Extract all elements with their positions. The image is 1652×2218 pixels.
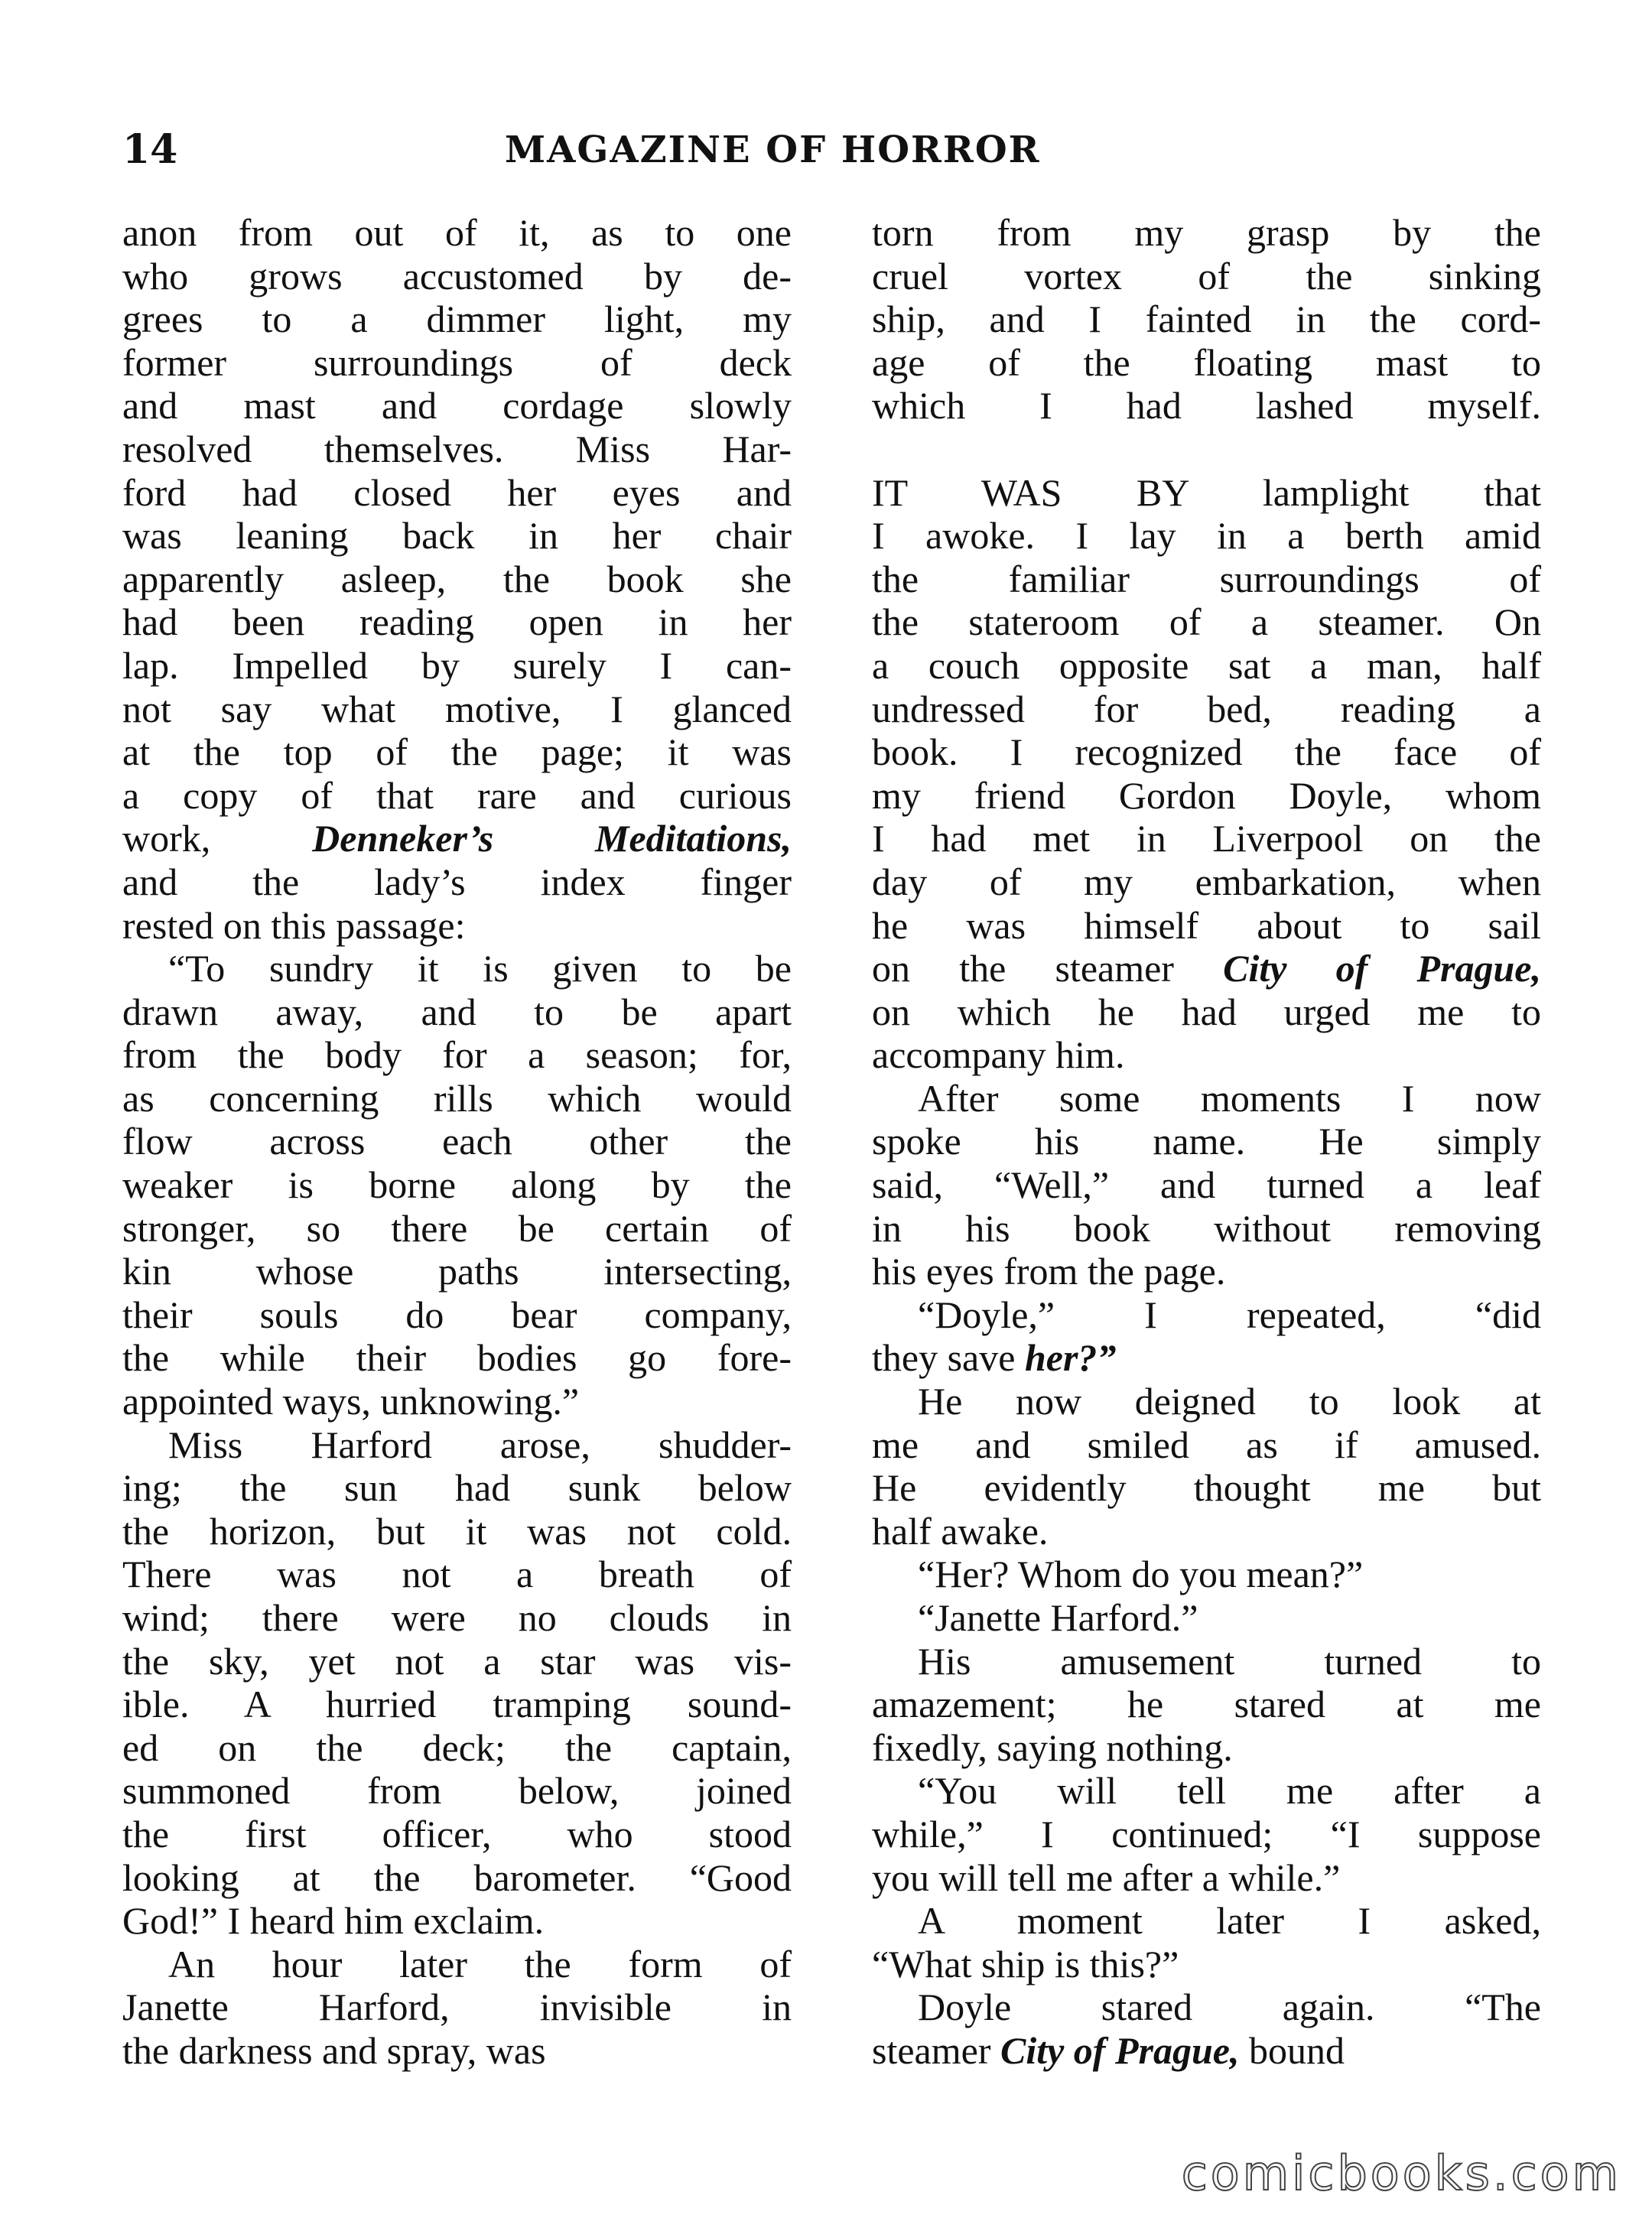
text-line: grees to a dimmer light, my [122,298,792,341]
text-line: His amusement turned to [918,1639,1541,1683]
text-line: After some moments I now [918,1076,1541,1120]
text-line: fixedly, saying nothing. [872,1725,1233,1769]
text-line: not say what motive, I glanced [122,687,792,730]
text-line: torn from my grasp by the [872,211,1541,254]
text-line: An hour later the form of [168,1942,792,1985]
text-line: ing; the sun had sunk below [122,1466,792,1510]
text-line: the familiar surroundings of [872,557,1541,600]
text-line: There was not a breath of [122,1553,792,1596]
paragraph [872,1769,1541,1899]
text-line: I had met in Liverpool on the [872,817,1541,860]
text-line: amazement; he stared at me [872,1683,1541,1726]
text-line: at the top of the page; it was [122,730,792,774]
text-line: the horizon, but it was not cold. [122,1509,792,1553]
text-line: ed on the deck; the captain, [122,1725,792,1769]
text-line: God!” I heard him exclaim. [122,1899,545,1943]
text-line: “Janette Harford.” [918,1596,1198,1639]
paragraph [122,211,792,947]
text-line: you will tell me after a while.” [872,1855,1341,1899]
text-line: the first officer, who stood [122,1812,792,1855]
text-line: lap. Impelled by surely I can- [122,643,792,687]
paragraph [872,1596,1541,1640]
text-line: anon from out of it, as to one [122,211,792,254]
paragraph [122,1943,792,2073]
text-line: ford had closed her eyes and [122,470,792,514]
text-line: said, “Well,” and turned a leaf [872,1163,1541,1207]
paragraph [872,1640,1541,1770]
text-line: the stateroom of a steamer. On [872,600,1541,644]
text-line: the sky, yet not a star was vis- [122,1639,792,1683]
text-line: on which he had urged me to [872,990,1541,1033]
text-line: looking at the barometer. “Good [122,1855,792,1899]
text-line: who grows accustomed by de- [122,254,792,298]
text-line: “To sundry it is given to be [168,947,792,990]
running-head-title: MAGAZINE OF HORROR [505,128,1041,171]
text-line: a copy of that rare and curious [122,773,792,817]
text-line: “Doyle,” I repeated, “did [918,1293,1541,1336]
text-line: weaker is borne along by the [122,1163,792,1207]
text-line: cruel vortex of the sinking [872,254,1541,298]
text-line: appointed ways, unknowing.” [122,1380,580,1423]
text-line: and the lady’s index finger [122,860,792,903]
paragraph [872,1293,1541,1380]
text-line: and mast and cordage slowly [122,384,792,428]
text-line: I awoke. I lay in a berth amid [872,514,1541,558]
text-line: his eyes from the page. [872,1250,1226,1293]
text-line: Doyle stared again. “The [918,1985,1541,2029]
paragraph [872,1553,1541,1596]
text-line: “What ship is this?” [872,1942,1179,1985]
text-line: Miss Harford arose, shudder- [168,1423,792,1466]
text-line: apparently asleep, the book she [122,557,792,600]
text-line: their souls do bear company, [122,1293,792,1336]
text-line: accompany him. [872,1033,1125,1077]
paragraph [872,211,1541,428]
text-line: day of my embarkation, when [872,860,1541,903]
text-line: which I had lashed myself. [872,384,1541,428]
left-column [122,211,792,2073]
watermark-logo: comicbooks.com [1181,2145,1621,2201]
text-line: work, Denneker’s Meditations, [122,817,792,860]
text-line: book. I recognized the face of [872,730,1541,774]
text-line: while,” I continued; “I suppose [872,1812,1541,1855]
text-line: kin whose paths intersecting, [122,1250,792,1293]
text-line: Janette Harford, invisible in [122,1985,792,2029]
text-line: was leaning back in her chair [122,514,792,558]
text-line: A moment later I asked, [918,1899,1541,1943]
text-line: resolved themselves. Miss Har- [122,427,792,470]
text-line: they save her?” [872,1336,1117,1380]
text-line: me and smiled as if amused. [872,1423,1541,1466]
text-line: drawn away, and to be apart [122,990,792,1033]
text-line: rested on this passage: [122,903,466,947]
text-line: He evidently thought me but [872,1466,1541,1510]
paragraph [872,1380,1541,1553]
paragraph [872,1077,1541,1293]
text-line: steamer City of Prague, bound [872,2028,1345,2072]
section-break [872,428,1541,471]
paragraph [872,471,1541,1077]
page-number: 14 [122,126,178,173]
text-line: undressed for bed, reading a [872,687,1541,730]
text-line: he was himself about to sail [872,903,1541,947]
text-line: a couch opposite sat a man, half [872,643,1541,687]
paragraph [872,1899,1541,1985]
text-line: on the steamer City of Prague, [872,947,1541,990]
text-line: “You will tell me after a [918,1769,1541,1813]
text-line: half awake. [872,1509,1049,1553]
paragraph [122,947,792,1423]
text-line: flow across each other the [122,1120,792,1163]
text-line: from the body for a season; for, [122,1033,792,1077]
text-line: age of the floating mast to [872,340,1541,384]
text-line: stronger, so there be certain of [122,1206,792,1250]
text-line: ible. A hurried tramping sound- [122,1683,792,1726]
text-line: summoned from below, joined [122,1769,792,1813]
text-line: my friend Gordon Doyle, whom [872,773,1541,817]
text-line: spoke his name. He simply [872,1120,1541,1163]
paragraph [872,1985,1541,2072]
text-line: former surroundings of deck [122,340,792,384]
text-line: the while their bodies go fore- [122,1336,792,1380]
right-column [872,211,1541,2073]
text-line: as concerning rills which would [122,1076,792,1120]
text-line: “Her? Whom do you mean?” [918,1553,1364,1596]
text-line: ship, and I fainted in the cord- [872,298,1541,341]
text-line: IT WAS BY lamplight that [872,470,1541,514]
text-line: had been reading open in her [122,600,792,644]
text-line: in his book without removing [872,1206,1541,1250]
text-line: wind; there were no clouds in [122,1596,792,1639]
text-line: the darkness and spray, was [122,2028,546,2072]
text-line: He now deigned to look at [918,1380,1541,1423]
paragraph [122,1423,792,1943]
